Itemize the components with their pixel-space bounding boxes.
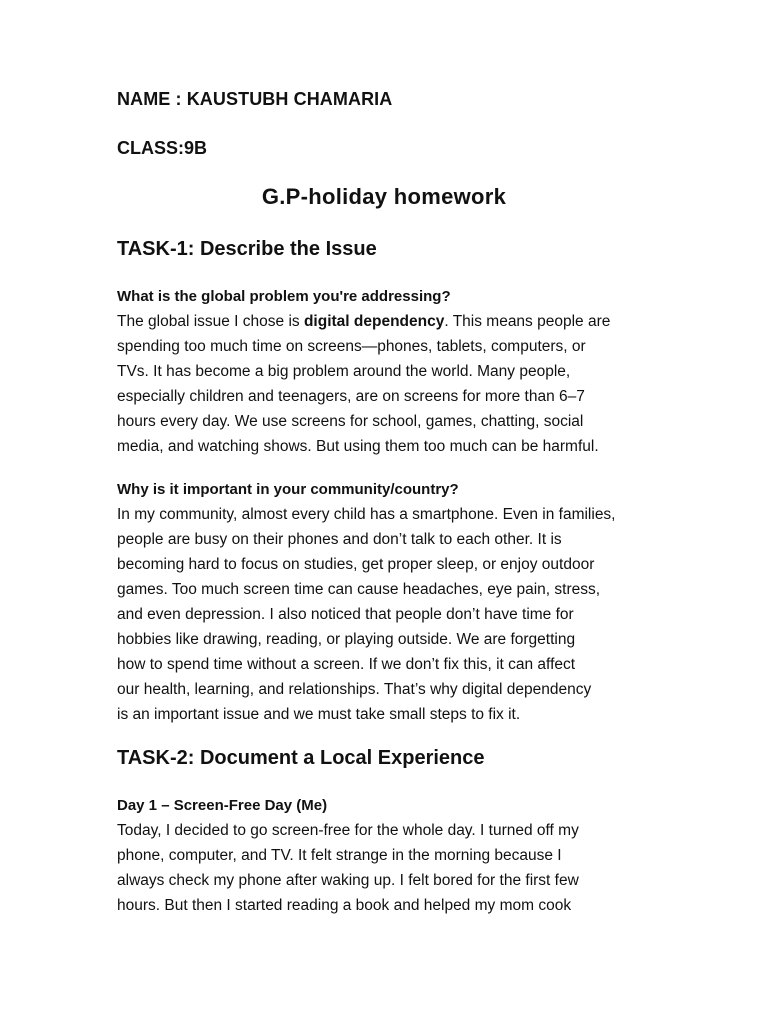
paragraph-line: how to spend time without a screen. If we don’t fix this, it can affect <box>117 656 576 673</box>
paragraph-line: TVs. It has become a big problem around the world. Many people, <box>117 363 571 380</box>
day1-paragraph <box>117 818 677 918</box>
paragraph-line: becoming hard to focus on studies, get proper sleep, or enjoy outdoor <box>117 556 595 573</box>
paragraph-line: hours every day. We use screens for school, games, chatting, social <box>117 413 584 430</box>
student-name: NAME : KAUSTUBH CHAMARIA <box>117 89 393 109</box>
paragraph-line: hours. But then I started reading a book and helped my mom cook <box>117 897 572 914</box>
task2-heading: TASK-2: Document a Local Experience <box>117 747 485 769</box>
task1-answer-2 <box>117 502 677 727</box>
task1-question-1: What is the global problem you're addressing? <box>117 288 451 305</box>
paragraph-line: The global issue I chose is digital dependency. This means people are <box>117 313 611 330</box>
task1-answer-1 <box>117 309 677 459</box>
task1-question-2: Why is it important in your community/country? <box>117 481 459 498</box>
paragraph-line: always check my phone after waking up. I felt bored for the first few <box>117 872 579 889</box>
paragraph-line: and even depression. I also noticed that people don’t have time for <box>117 606 574 623</box>
paragraph-line: Today, I decided to go screen-free for the whole day. I turned off my <box>117 822 579 839</box>
paragraph-line: games. Too much screen time can cause headaches, eye pain, stress, <box>117 581 601 598</box>
document-title: G.P-holiday homework <box>261 184 507 209</box>
paragraph-line: spending too much time on screens—phones, tablets, computers, or <box>117 338 586 355</box>
paragraph-line: In my community, almost every child has a smartphone. Even in families, <box>117 506 616 523</box>
paragraph-line: phone, computer, and TV. It felt strange in the morning because I <box>117 847 562 864</box>
task1-heading: TASK-1: Describe the Issue <box>117 238 377 260</box>
day1-heading: Day 1 – Screen-Free Day (Me) <box>117 797 328 814</box>
paragraph-line: especially children and teenagers, are on screens for more than 6–7 <box>117 388 585 405</box>
paragraph-line: is an important issue and we must take small steps to fix it. <box>117 706 521 723</box>
highlighted-term: digital dependency <box>303 313 445 330</box>
student-class: CLASS:9B <box>117 138 208 158</box>
paragraph-line: our health, learning, and relationships. That’s why digital dependency <box>117 681 592 698</box>
paragraph-line: hobbies like drawing, reading, or playing outside. We are forgetting <box>117 631 576 648</box>
paragraph-line: people are busy on their phones and don’t talk to each other. It is <box>117 531 562 548</box>
paragraph-line: media, and watching shows. But using them too much can be harmful. <box>117 438 599 455</box>
